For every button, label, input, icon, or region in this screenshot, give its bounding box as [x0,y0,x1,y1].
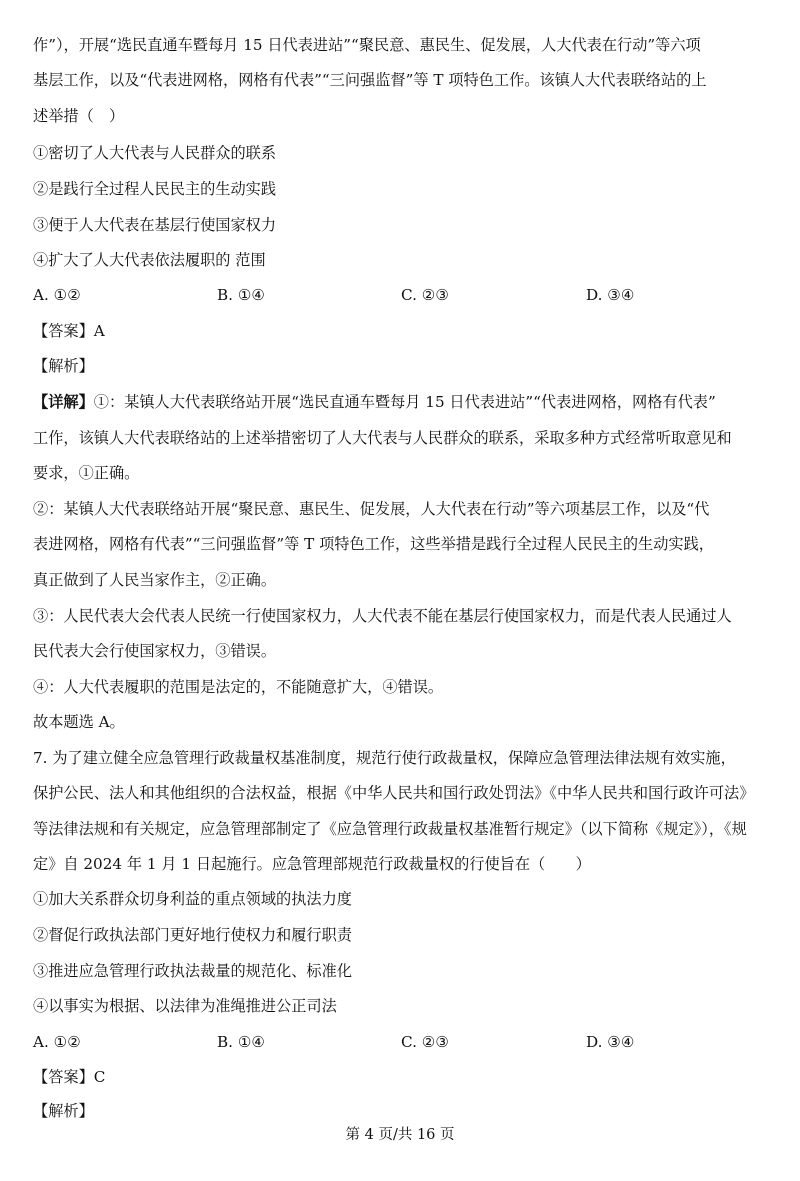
q6-conclusion: 故本题选 A。 [33,713,125,731]
q6-statement-1: ①密切了人大代表与人民群众的联系 [33,144,276,162]
q7-option-a: A. ①② [33,1033,81,1051]
q6-answer: 【答案】A [33,322,105,340]
q7-stem-line-1: 7. 为了建立健全应急管理行政裁量权基准制度，规范行使行政裁量权，保障应急管理法律法规有效实施， [33,749,736,767]
q7-statement-4: ④以事实为根据、以法律为准绳推进公正司法 [33,997,337,1015]
q7-option-d: D. ③④ [586,1033,635,1051]
q6-detail-line-7: ③：人民代表大会代表人民统一行使国家权力，人大代表不能在基层行使国家权力，而是代表人民通过人 [33,607,732,625]
q6-detail-line-5: 表进网格，网格有代表”“三问强监督”等 T 项特色工作，这些举措是践行全过程人民民主的生动实践， [33,535,714,553]
q6-stem-line-2: 基层工作，以及“代表进网格，网格有代表”“三问强监督”等 T 项特色工作。该镇人大代表联络站的上 [33,71,707,89]
q6-statement-4: ④扩大了人大代表依法履职的 范围 [33,251,266,269]
q6-option-a: A. ①② [33,286,81,304]
q6-option-b: B. ①④ [217,286,266,304]
q6-detail-line-2: 工作，该镇人大代表联络站的上述举措密切了人大代表与人民群众的联系，采取多种方式经常听取意见和 [33,429,732,447]
q7-stem-line-3: 等法律法规和有关规定，应急管理部制定了《应急管理行政裁量权基准暂行规定》（以下简称《规定》），《规 [33,820,747,838]
q6-statement-3: ③便于人大代表在基层行使国家权力 [33,216,276,234]
q6-option-d: D. ③④ [586,286,635,304]
q7-analysis-label: 【解析】 [33,1102,94,1120]
q6-stem-line-1: 作”），开展“选民直通车暨每月 15 日代表进站”“聚民意、惠民生、促发展，人大代表在行动”等六项 [33,36,701,54]
q7-statement-3: ③推进应急管理行政执法裁量的规范化、标准化 [33,962,352,980]
q7-answer: 【答案】C [33,1068,106,1086]
q6-detail-line-3: 要求，①正确。 [33,464,140,482]
q6-option-c: C. ②③ [401,286,449,304]
q6-detail-text-1: ①：某镇人大代表联络站开展“选民直通车暨每月 15 日代表进站”“代表进网格，网格有代表” [93,393,716,411]
q7-option-c: C. ②③ [401,1033,449,1051]
page-footer: 第 4 页/共 16 页 [345,1127,455,1143]
q6-analysis-label: 【解析】 [33,357,94,375]
q6-detail-line-9: ④：人大代表履职的范围是法定的，不能随意扩大，④错误。 [33,678,444,696]
q6-detail-line-4: ②：某镇人大代表联络站开展“聚民意、惠民生、促发展，人大代表在行动”等六项基层工作，以及“代 [33,500,710,518]
q6-detail-label: 【详解】 [33,393,94,411]
q7-stem-line-4: 定》自 2024 年 1 月 1 日起施行。应急管理部规范行政裁量权的行使旨在（ ） [33,855,591,873]
q7-options [33,1031,768,1053]
q6-options [33,284,768,306]
q6-stem-line-3: 述举措（ ） [33,107,125,125]
q6-detail-line-6: 真正做到了人民当家作主，②正确。 [33,571,276,589]
q6-detail-line-1 [33,391,716,413]
q6-statement-2: ②是践行全过程人民民主的生动实践 [33,180,276,198]
q7-statement-1: ①加大关系群众切身利益的重点领域的执法力度 [33,890,352,908]
q7-option-b: B. ①④ [217,1033,266,1051]
q7-stem-line-2: 保护公民、法人和其他组织的合法权益，根据《中华人民共和国行政处罚法》《中华人民共和国行政许可法》 [33,784,755,802]
q7-statement-2: ②督促行政执法部门更好地行使权力和履行职责 [33,926,352,944]
q6-detail-line-8: 民代表大会行使国家权力，③错误。 [33,642,276,660]
